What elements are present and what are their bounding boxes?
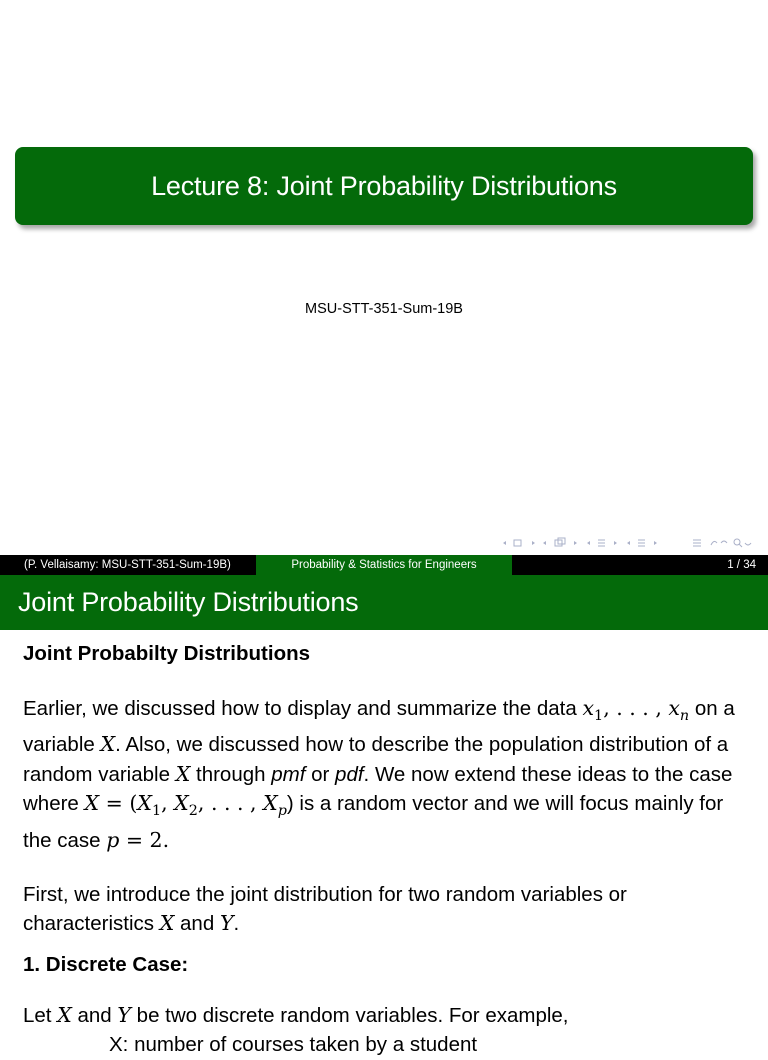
- frame-nav-icon[interactable]: [501, 537, 537, 549]
- section-heading-discrete: 1. Discrete Case:: [23, 952, 189, 976]
- footer-author: (P. Vellaisamy: MSU-STT-351-Sum-19B): [0, 555, 256, 575]
- nav-frame-group[interactable]: [501, 535, 661, 551]
- slide-footer: [0, 555, 768, 575]
- paragraph-joint-intro: First, we introduce the joint distribution for two random variables or characteristics X and Y.: [23, 882, 627, 936]
- paragraph-discrete: Let X and Y be two discrete random variables. For example,: [23, 1003, 569, 1028]
- subsection-nav-icon[interactable]: [541, 537, 581, 549]
- footer-page-number: 1 / 34: [512, 555, 768, 575]
- title-banner: [15, 147, 753, 225]
- search-zoom-icon[interactable]: [708, 537, 754, 549]
- partial-example-line: X: number of courses taken by a student: [109, 1032, 478, 1056]
- document-nav-icon[interactable]: [625, 537, 661, 549]
- paragraph-intro: Earlier, we discussed how to display and summarize the data $x_1$, . . . , $x_n$ on a variable X. Also, we discussed how to describe the population distribution of a random variable X through pmf or pdf. We now extend these ideas to the case where $X = (X_1$, $X_2$, . . . , $X_p$) is a random vector and we will focus mainly for the case p = 2.: [23, 695, 735, 852]
- slide-content: [23, 640, 753, 1060]
- beamer-navigation-bar: [0, 535, 768, 551]
- appendix-nav-icon[interactable]: [690, 537, 704, 549]
- content-heading: Joint Probabilty Distributions: [23, 642, 311, 665]
- footer-course: Probability & Statistics for Engineers: [256, 555, 512, 575]
- nav-tools-group[interactable]: [690, 535, 754, 551]
- frame-title-bar: [0, 575, 768, 630]
- course-id: MSU-STT-351-Sum-19B: [305, 301, 463, 317]
- section-nav-icon[interactable]: [585, 537, 621, 549]
- frame-title: Joint Probability Distributions: [18, 587, 359, 617]
- lecture-title: Lecture 8: Joint Probability Distributions: [151, 170, 617, 201]
